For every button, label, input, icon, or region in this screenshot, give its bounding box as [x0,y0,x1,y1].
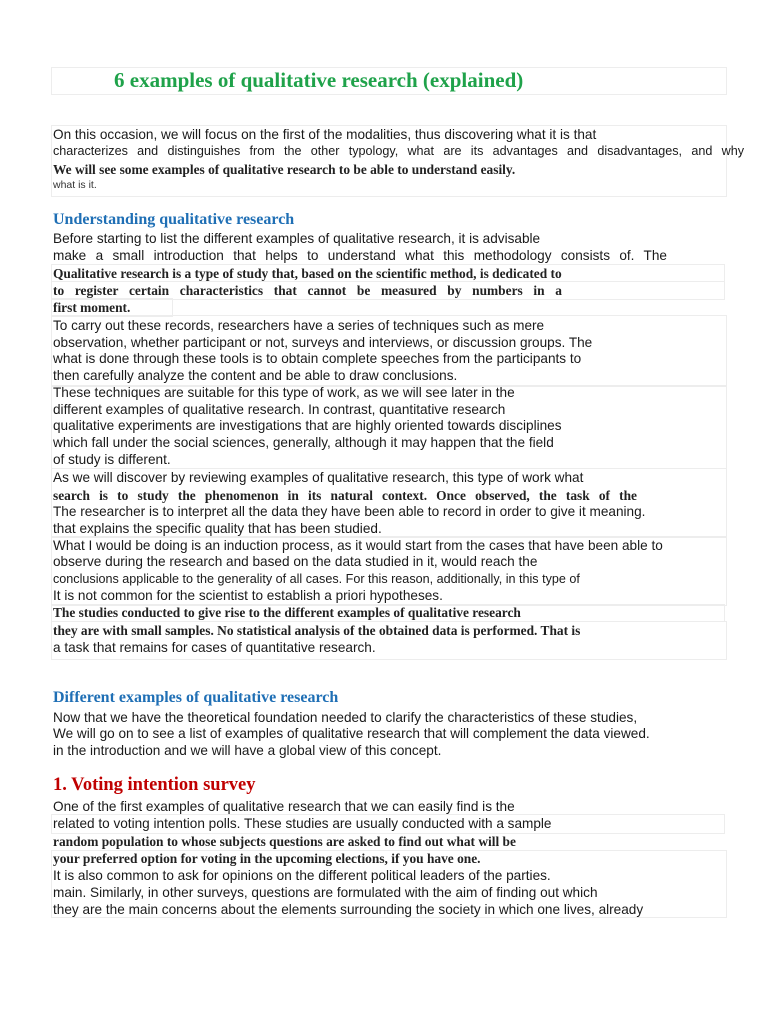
text-line: qualitative experiments are investigations that are highly oriented towards disciplines [53,418,562,433]
section-heading: Understanding qualitative research [53,211,295,228]
text-line: random population to whose subjects questions are asked to find out what will be [53,834,516,849]
text-line: On this occasion, we will focus on the first of the modalities, thus discovering what it is that [53,127,597,142]
text-line: to register certain characteristics that cannot be measured by numbers in a [53,283,562,298]
text-line: observe during the research and based on the data studied in it, would reach the [53,554,538,569]
text-line: a task that remains for cases of quantitative research. [53,640,376,655]
text-line: characterizes and distinguishes from the other typology, what are its advantages and disadvantages, and why [53,144,744,158]
text-line: what is it. [53,179,97,191]
text-line: they are with small samples. No statistical analysis of the obtained data is performed. That is [53,623,581,638]
text-line: To carry out these records, researchers have a series of techniques such as mere [53,318,545,333]
text-line: what is done through these tools is to obtain complete speeches from the participants to [53,351,582,366]
text-line: your preferred option for voting in the upcoming elections, if you have one. [53,851,481,866]
text-line: Before starting to list the different examples of qualitative research, it is advisable [53,231,541,246]
text-line: As we will discover by reviewing examples of qualitative research, this type of work what [53,470,584,485]
section-heading: Different examples of qualitative research [53,689,339,706]
text-line: observation, whether participant or not, surveys and interviews, or discussion groups. The [53,335,593,350]
text-line: conclusions applicable to the generality of all cases. For this reason, additionally, in this type of [53,572,580,586]
text-line: Qualitative research is a type of study that, based on the scientific method, is dedicated to [53,266,562,281]
text-line: These techniques are suitable for this type of work, as we will see later in the [53,385,515,400]
text-line: make a small introduction that helps to understand what this methodology consists of. The [53,248,667,263]
text-line: main. Similarly, in other surveys, questions are formulated with the aim of finding out which [53,885,598,900]
text-line: One of the first examples of qualitative research that we can easily find is the [53,799,515,814]
text-line: We will see some examples of qualitative research to be able to understand easily. [53,162,516,177]
text-line: search is to study the phenomenon in its natural context. Once observed, the task of the [53,488,637,503]
document-title: 6 examples of qualitative research (explained) [114,68,524,92]
text-line: The studies conducted to give rise to the different examples of qualitative research [53,605,521,620]
text-line: What I would be doing is an induction process, as it would start from the cases that have been able to [53,538,663,553]
text-line: It is not common for the scientist to establish a priori hypotheses. [53,588,443,603]
text-line: different examples of qualitative research. In contrast, quantitative research [53,402,506,417]
text-line: in the introduction and we will have a global view of this concept. [53,743,442,758]
text-line: related to voting intention polls. These studies are usually conducted with a sample [53,816,552,831]
text-line: then carefully analyze the content and be able to draw conclusions. [53,368,458,383]
text-line: they are the main concerns about the elements surrounding the society in which one lives, already [53,902,644,917]
text-line: It is also common to ask for opinions on the different political leaders of the parties. [53,868,551,883]
subsection-heading: 1. Voting intention survey [53,775,256,795]
text-line: first moment. [53,300,131,315]
text-line: which fall under the social sciences, generally, although it may happen that the field [53,435,554,450]
text-line: Now that we have the theoretical foundation needed to clarify the characteristics of these studies, [53,710,638,725]
text-line: The researcher is to interpret all the data they have been able to record in order to give it meaning. [53,504,646,519]
text-line: We will go on to see a list of examples of qualitative research that will complement the data viewed. [53,726,650,741]
text-line: that explains the specific quality that has been studied. [53,521,382,536]
text-line: of study is different. [53,452,171,467]
